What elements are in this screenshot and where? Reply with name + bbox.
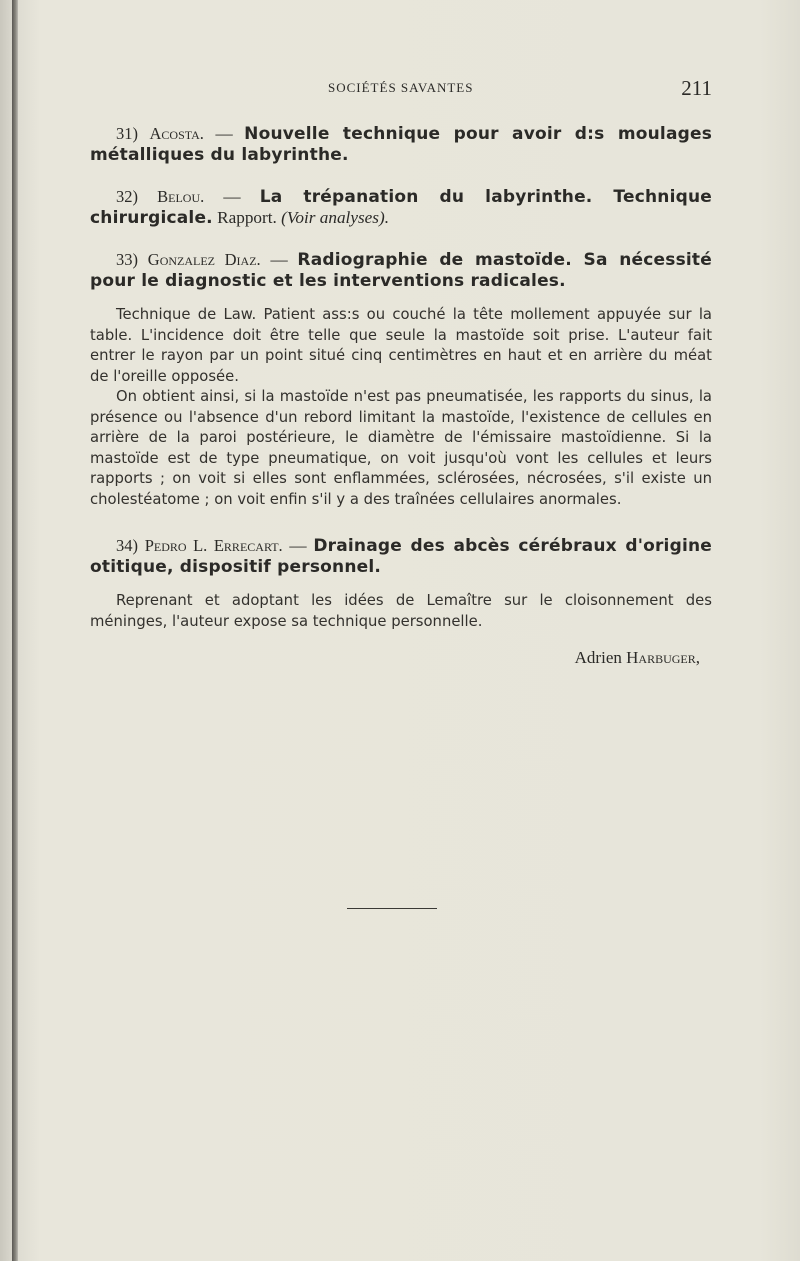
abstract-paragraph: Technique de Law. Patient ass:s ou couché la tête mollement appuyée sur la table. L'incidence doit être telle que seule la mastoïde soit prise. L'auteur fait entrer le rayon par un point situé cinq centimètres en haut et en arrière du méat de l'oreille opposée. (90, 306, 712, 385)
entry-number: 34) (116, 536, 138, 555)
entry-number: 32) (116, 187, 138, 206)
entry-title: Radiographie de mastoïde. Sa nécessité pour le diagnostic et les interventions radicales. (90, 250, 712, 291)
page-number: 211 (681, 76, 712, 100)
entry-author: Pedro L. Errecart. (144, 536, 283, 555)
entry-dash: — (270, 250, 288, 269)
entry-author: Acosta. (149, 124, 204, 143)
entry-dash: — (223, 187, 241, 206)
abstract-paragraph: Reprenant et adoptant les idées de Lemaître sur le cloisonnement des méninges, l'auteur expose sa technique personnelle. (90, 592, 712, 630)
entry-title: Nouvelle technique pour avoir d:s moulages métalliques du labyrinthe. (90, 124, 713, 165)
entry-dash: — (289, 536, 307, 555)
entry-number: 31) (116, 124, 138, 143)
entry-31 (90, 124, 712, 165)
entry-suffix: Rapport. (217, 207, 277, 227)
entry-32 (90, 187, 712, 228)
entry-author: Belou. (157, 187, 205, 206)
page-header (108, 76, 712, 100)
page-content (90, 124, 712, 686)
signature-first-name: Adrien (574, 648, 622, 667)
entry-34 (90, 536, 712, 577)
entry-number: 33) (116, 250, 138, 269)
entry-33 (90, 250, 712, 291)
running-head: SOCIÉTÉS SAVANTES (328, 80, 474, 95)
abstract-paragraph: On obtient ainsi, si la mastoïde n'est pas pneumatisée, les rapports du sinus, la présence ou l'absence d'un rebord limitant la mastoïde, l'existence de cellules en arrière de la paroi postérieure, le diamètre de l'émissaire mastoïdienne. Si la mastoïde est de type pneumatique, on voit jusqu'où vont les cellules et leurs rapports ; on voit si elles sont enflammées, sclérosées, nécrosées, s'il existe un cholestéatome ; on voit enfin s'il y a des traînées cellulaires anormales. (90, 388, 712, 508)
entry-note: (Voir analyses). (281, 207, 389, 227)
entry-title: Drainage des abcès cérébraux d'origine otitique, dispositif personnel. (90, 536, 713, 577)
signature-last-name: Harbuger, (626, 648, 700, 667)
signature (90, 648, 712, 669)
entry-dash: — (215, 124, 233, 143)
end-rule (347, 908, 437, 909)
entry-author: Gonzalez Diaz. (147, 250, 261, 269)
entry-title: La trépanation du labyrinthe. Technique chirurgicale. (90, 187, 712, 228)
book-spine (12, 0, 18, 1261)
